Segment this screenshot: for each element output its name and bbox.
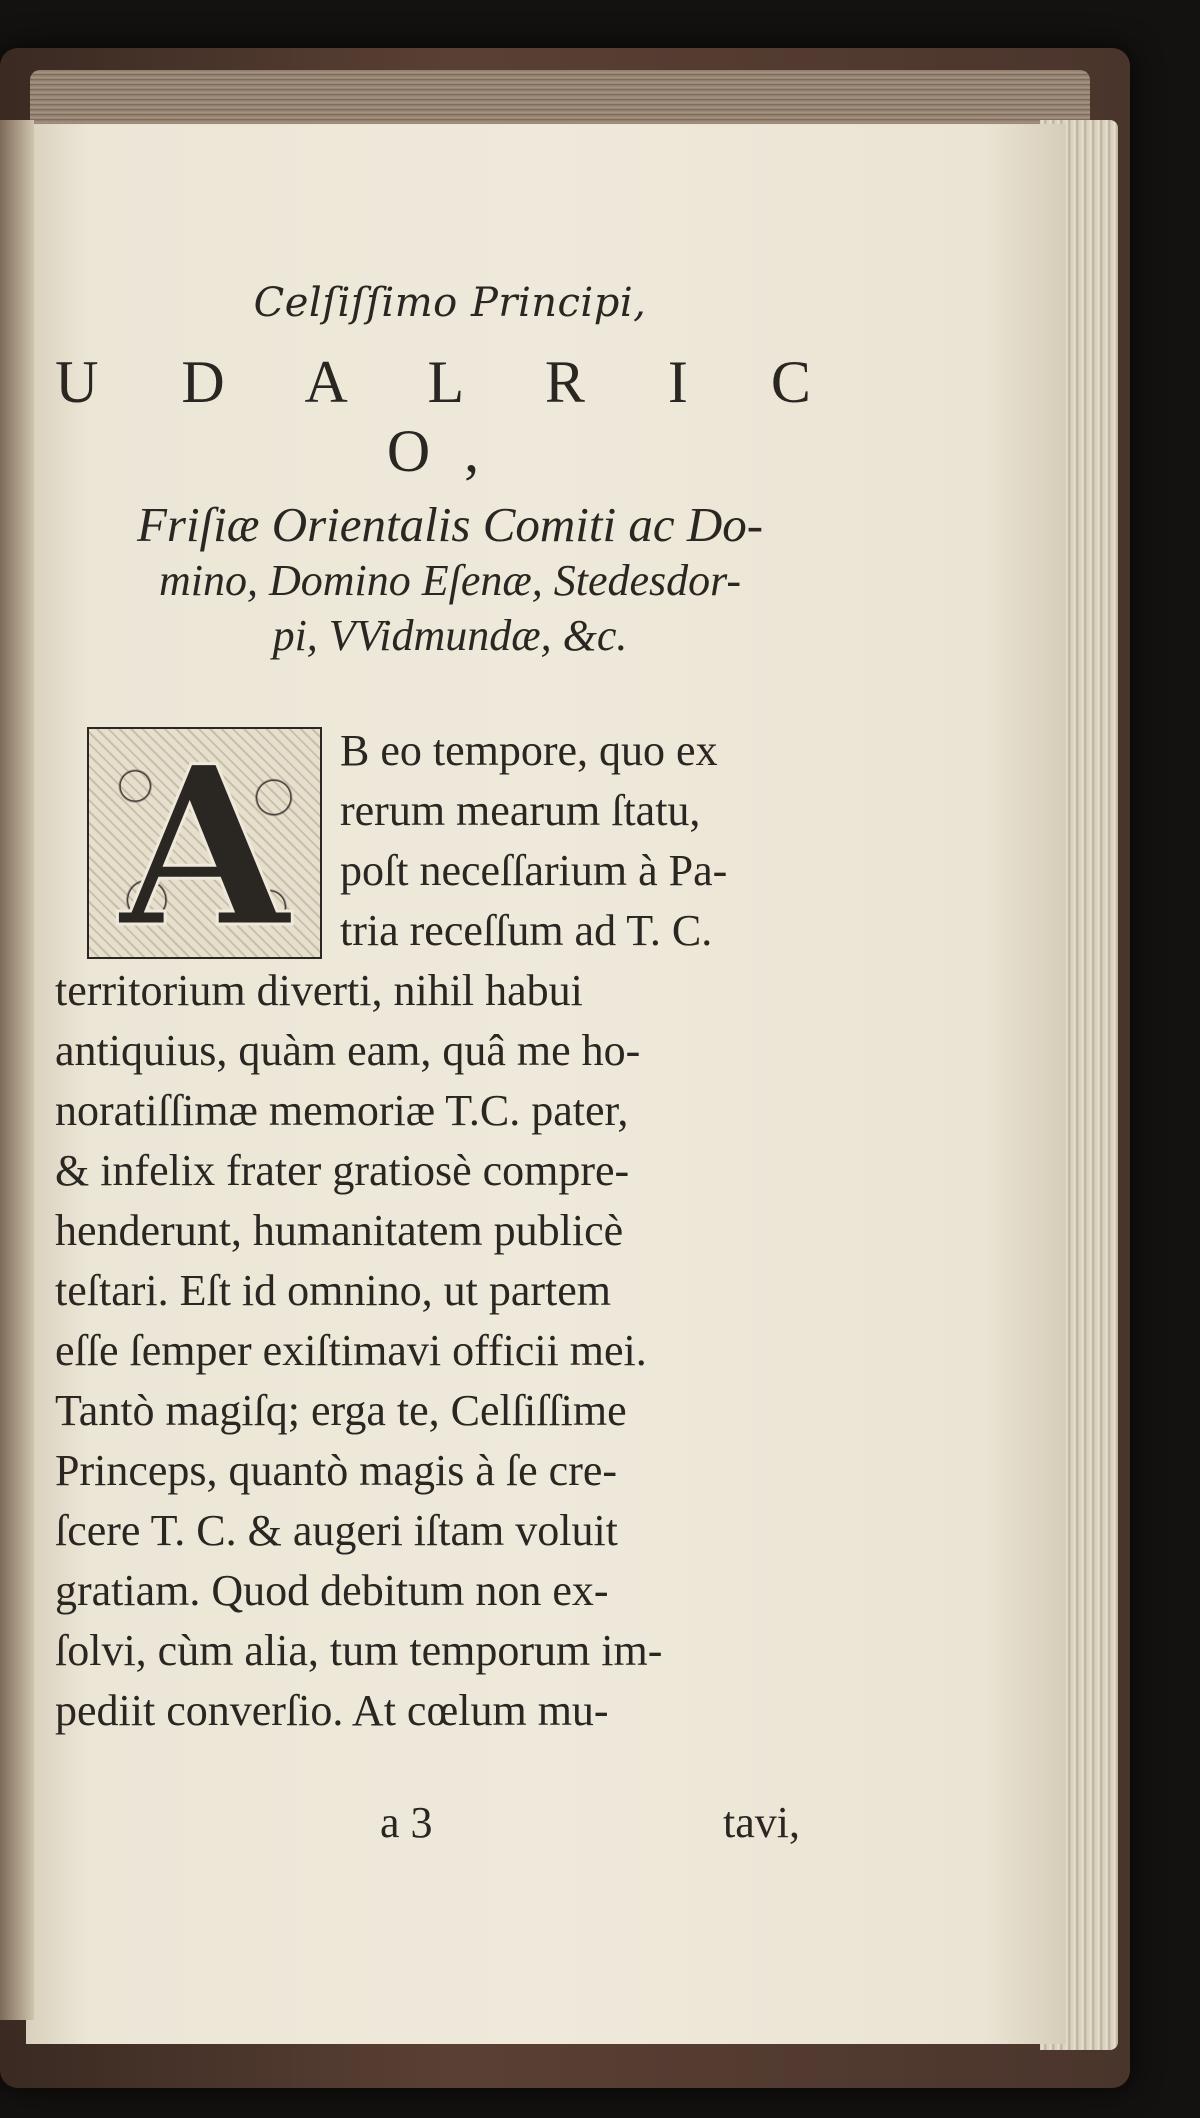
- body-text: [55, 717, 845, 1741]
- body-line: eſſe ſemper exiſtimavi officii mei.: [55, 1326, 647, 1375]
- title-line-3: pi, VVidmundæ, &c.: [272, 611, 628, 660]
- body-line: ſolvi, cùm alia, tum temporum im-: [55, 1626, 663, 1675]
- decorated-initial: [87, 717, 322, 976]
- page-top-edge: [30, 70, 1090, 128]
- dedication-line: Celſiſſimo Principi,: [253, 280, 647, 326]
- body-line: rerum mearum ſtatu,: [340, 786, 701, 835]
- body-line: gratiam. Quod debitum non ex-: [55, 1566, 609, 1615]
- body-line: tria receſſum ad T. C.: [340, 906, 713, 955]
- body-line: territorium diverti, nihil habui: [55, 966, 583, 1015]
- body-line: henderunt, humanitatem publicè: [55, 1206, 624, 1255]
- body-line: pediit converſio. At cœlum mu-: [55, 1686, 609, 1735]
- catchword: tavi,: [723, 1798, 800, 1847]
- page-text: [55, 280, 845, 1741]
- page-gutter: [0, 120, 34, 2020]
- title-line-2: mino, Domino Eſenæ, Stedesdor-: [158, 556, 742, 605]
- body-line: Princeps, quantò magis à ſe cre-: [55, 1446, 618, 1495]
- body-line: & infelix frater gratiosè compre-: [55, 1146, 630, 1195]
- title-line-1: Friſiæ Orientalis Comiti ac Do-: [136, 497, 764, 552]
- signature-mark: a 3: [380, 1798, 433, 1847]
- body-line: B eo tempore, quo ex: [340, 726, 718, 775]
- body-line: noratiſſimæ memoriæ T.C. pater,: [55, 1086, 629, 1135]
- dedicatee-name: U D A L R I C O,: [55, 349, 845, 484]
- body-line: Tantò magiſq; erga te, Celſiſſime: [55, 1386, 627, 1435]
- body-line: antiquius, quàm eam, quâ me ho-: [55, 1026, 641, 1075]
- body-line: ſcere T. C. & augeri iſtam voluit: [55, 1506, 618, 1555]
- body-line: poſt neceſſarium à Pa-: [340, 846, 728, 895]
- body-line: teſtari. Eſt id omnino, ut partem: [55, 1266, 611, 1315]
- initial-letter: A: [119, 717, 290, 976]
